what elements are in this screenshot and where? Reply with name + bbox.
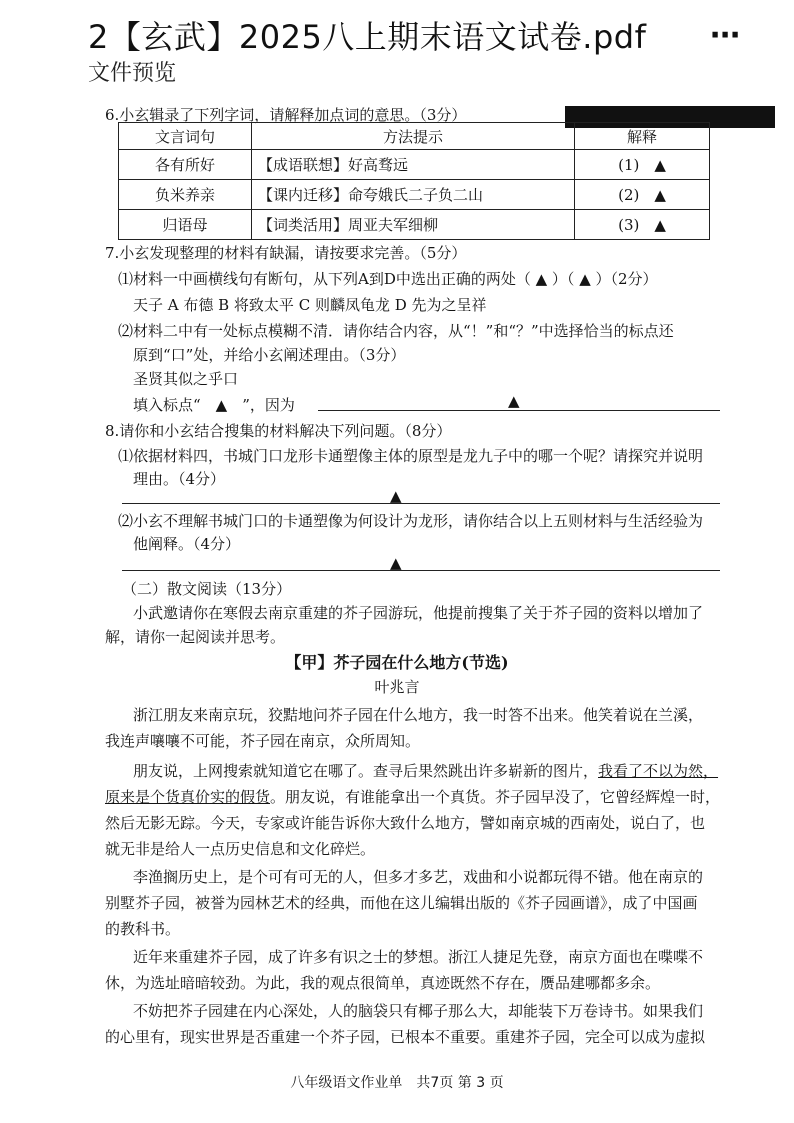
paragraph-line: 的教科书。 (105, 920, 181, 938)
paragraph-line (133, 760, 718, 781)
q8-sub2-line1: ⑵小玄不理解书城门口的卡通塑像为何设计为龙形，请你结合以上五则材料与生活经验为 (118, 512, 704, 530)
answer-line[interactable] (122, 503, 720, 504)
table-cell: 各有所好 (119, 150, 252, 180)
answer-line[interactable] (318, 410, 720, 411)
table-cell: 负米养亲 (119, 180, 252, 210)
paragraph-line: 的心里有，现实世界是否重建一个芥子园，已根本不重要。重建芥子园，完全可以成为虚拟 (105, 1028, 706, 1046)
page-footer: 八年级语文作业单 共7页 第 3 页 (290, 1075, 504, 1091)
table-cell: 归语母 (119, 210, 252, 240)
paragraph-line: 李渔搁历史上，是个可有可无的人，但多才多艺，戏曲和小说都玩得不错。他在南京的 (133, 868, 704, 886)
q8-sub1-line2: 理由。（4分） (133, 470, 226, 488)
table-row (119, 150, 710, 180)
preview-subtitle: 文件预览 (88, 61, 177, 86)
file-title: 2【玄武】2025八上期末语文试卷.pdf (88, 18, 647, 56)
paragraph-line: 浙江朋友来南京玩，狡黠地问芥子园在什么地方，我一时答不出来。他笑着说在兰溪， (133, 706, 704, 724)
paragraph-line: 近年来重建芥子园，成了许多有识之士的梦想。浙江人捷足先登，南京方面也在喋喋不 (133, 948, 704, 966)
section-intro-line1: 小武邀请你在寒假去南京重建的芥子园游玩，他提前搜集了关于芥子园的资料以增加了 (133, 604, 704, 622)
table-header: 文言词句 (119, 123, 252, 150)
paragraph-line: 不妨把芥子园建在内心深处，人的脑袋只有椰子那么大，却能装下万卷诗书。如果我们 (133, 1002, 704, 1020)
q7-sub1: ⑴材料一中画横线句有断句，从下列A到D中选出正确的两处（ ▲ ）（ ▲ ）（2分） (118, 270, 658, 288)
q7-fill: 填入标点“ ▲ ”，因为 (133, 396, 295, 414)
paragraph-line: 别墅芥子园，被誉为园林艺术的经典，而他在这儿编辑出版的《芥子园画谱》，成了中国画 (105, 894, 698, 912)
table-cell: 【课内迁移】命夸娥氏二子负二山 (252, 180, 575, 210)
table-cell: 【成语联想】好高骛远 (252, 150, 575, 180)
q8-sub2-line2: 他阐释。（4分） (133, 535, 241, 553)
table-header-row (119, 123, 710, 150)
q6-prompt: 6.小玄辑录了下列字词，请解释加点词的意思。（3分） (105, 106, 467, 124)
table-row (119, 180, 710, 210)
underlined-sentence: 原来是个货真价实的假货 (105, 788, 271, 806)
section-intro-line2: 解，请你一起阅读并思考。 (105, 628, 286, 646)
preview-header (0, 0, 794, 100)
paragraph-line: 然后无影无踪。今天，专家或许能告诉你大致什么地方，譬如南京城的西南处，说白了，也 (105, 814, 706, 832)
section-heading: （二）散文阅读（13分） (122, 580, 292, 598)
answer-triangle: ▲ (390, 554, 402, 572)
table-header: 解释 (575, 123, 710, 150)
answer-blank[interactable]: (2) ▲ (575, 180, 710, 210)
q7-sub2-text: 圣贤其似之乎口 (133, 370, 239, 388)
article-author: 叶兆言 (374, 678, 420, 696)
q7-prompt: 7.小玄发现整理的材料有缺漏，请按要求完善。（5分） (105, 244, 467, 262)
paragraph-line: 就无非是给人一点历史信息和文化碎烂。 (105, 840, 376, 858)
answer-line[interactable] (122, 570, 720, 571)
answer-blank[interactable]: (3) ▲ (575, 210, 710, 240)
table-cell: 【词类活用】周亚夫军细柳 (252, 210, 575, 240)
q8-sub1-line1: ⑴依据材料四，书城门口龙形卡通塑像主体的原型是龙九子中的哪一个呢？请探究并说明 (118, 447, 704, 465)
article-title: 【甲】芥子园在什么地方(节选) (285, 653, 509, 672)
answer-blank[interactable]: (1) ▲ (575, 150, 710, 180)
q7-sub2-line2: 原到“口”处，并给小玄阐述理由。（3分） (133, 346, 406, 364)
q6-table (118, 122, 710, 240)
table-header: 方法提示 (252, 123, 575, 150)
paragraph-text: 。朋友说，有谁能拿出一个真货。芥子园早没了，它曾经辉煌一时， (270, 788, 721, 806)
more-options-icon[interactable]: ⋯ (710, 18, 742, 53)
q7-sub1-text: 天子 A 布德 B 将致太平 C 则麟凤龟龙 D 先为之呈祥 (133, 296, 487, 314)
answer-triangle: ▲ (390, 487, 402, 505)
q8-prompt: 8.请你和小玄结合搜集的材料解决下列问题。（8分） (105, 422, 452, 440)
answer-triangle: ▲ (508, 392, 520, 410)
table-row (119, 210, 710, 240)
q7-sub2-line1: ⑵材料二中有一处标点模糊不清．请你结合内容，从“！”和“？”中选择恰当的标点还 (118, 322, 674, 340)
paragraph-text: 朋友说，上网搜索就知道它在哪了。查寻后果然跳出许多崭新的图片， (133, 762, 599, 780)
paragraph-line (105, 786, 720, 807)
paragraph-line: 我连声嚷嚷不可能，芥子园在南京，众所周知。 (105, 732, 421, 750)
document-page (0, 100, 794, 1123)
paragraph-line: 休，为选址暗暗较劲。为此，我的观点很简单，真迹既然不存在，赝品建哪都多余。 (105, 974, 661, 992)
underlined-sentence: 我看了不以为然， (598, 762, 719, 780)
